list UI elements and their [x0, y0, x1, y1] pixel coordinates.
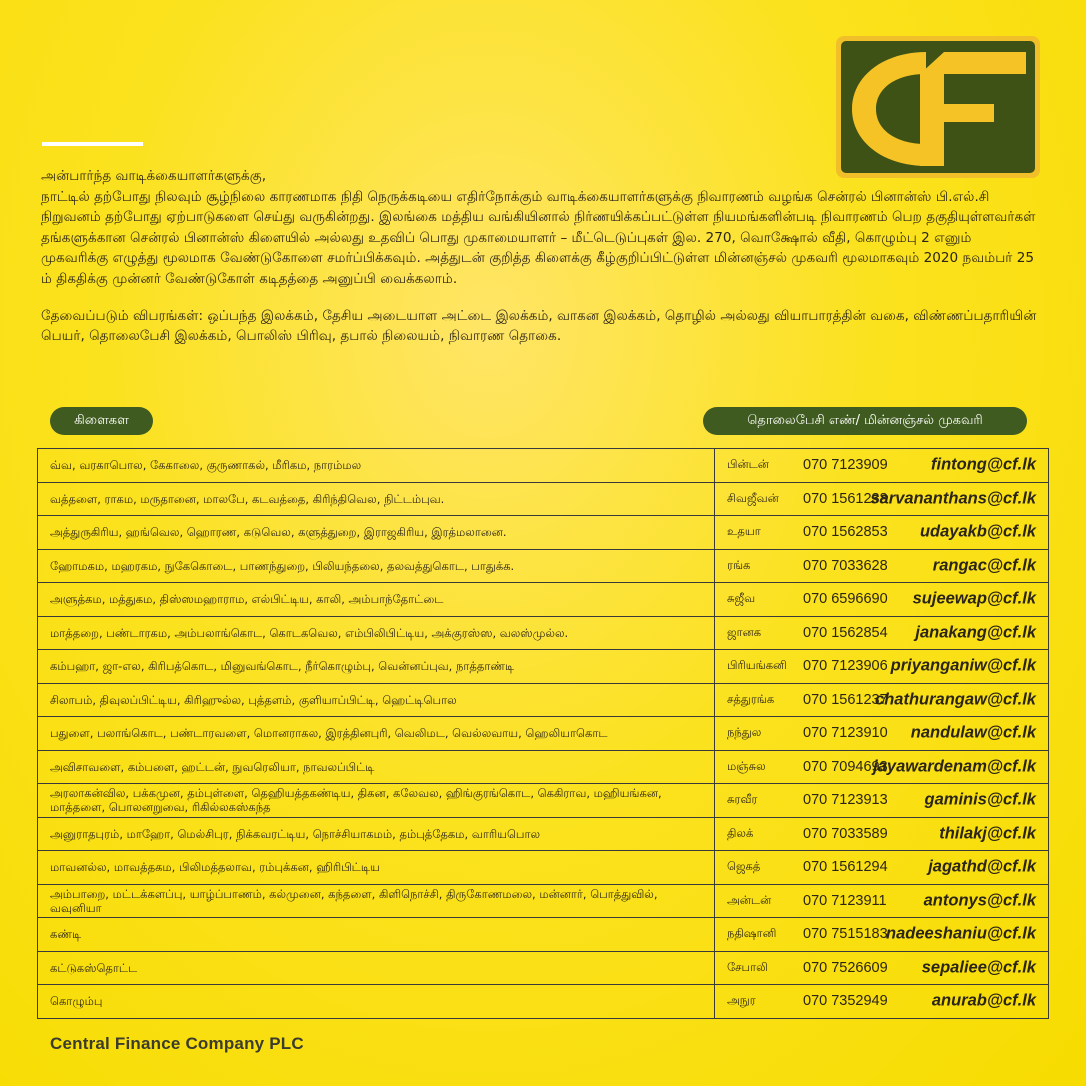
branch-areas: அளுத்கம, மத்துகம, திஸ்ஸமஹாராம, எல்பிட்டிய, காலி, அம்பாந்தோட்டை: [38, 583, 715, 617]
table-row: [38, 918, 1049, 952]
table-row: [38, 817, 1049, 851]
phone-number: 070 7094693: [803, 758, 888, 775]
branch-areas: ஹோமகம, மஹரகம, நுகேகொடை, பாணந்துறை, பிலியந்தலை, தலவத்துகொட, பாதுக்க.: [38, 549, 715, 583]
branch-areas: கொழும்பு: [38, 985, 715, 1019]
accent-line: [42, 142, 143, 146]
salutation: அன்பார்ந்த வாடிக்கையாளர்களுக்கு,: [41, 168, 267, 184]
contact-name: அநுர: [727, 993, 756, 1008]
contact-cell: [715, 951, 1049, 985]
contact-name: சேபாலி: [727, 959, 768, 974]
phone-number: 070 7123913: [803, 792, 888, 809]
email-address[interactable]: jagathd@cf.lk: [928, 857, 1036, 876]
contact-cell: [715, 884, 1049, 918]
branch-contact-table: [37, 448, 1049, 1019]
letter-body: நாட்டில் தற்போது நிலவும் சூழ்நிலை காரணமாக நிதி நெருக்கடியை எதிர்நோக்கும் வாடிக்கையாளர்களுக்கு நிவாரணம் வழங்க சென்ரல் பினான்ஸ் பி.எல்.சி நிறுவனம் தற்போது ஏற்பாடுகளை செய்து வருகின்றது. இலங்கை மத்திய வங்கியினால் நிர்ணயிக்கப்பட்டுள்ள நியமங்களின்படி நிவாரணம் பெற தகுதியுள்ளவர்கள் தங்களுக்கான சென்ரல் பினான்ஸ் கிளையில் அல்லது உதவிப் பொது முகாமையாளர் – மீட்டெடுப்புகள் இல. 270, வொக்ஷோல் வீதி, கொழும்பு 2 எனும் முகவரிக்கு எழுத்து மூலமாக வேண்டுகோளை சமர்ப்பிக்கவும். அத்துடன் குறித்த கிளைக்கு கீழ்குறிப்பிட்டுள்ள மின்னஞ்சல் முகவரி மூலமாகவும் 2020 நவம்பர் 25 ம் திகதிக்கு முன்னர் வேண்டுகோள் கடிதத்தை அனுப்பி வைக்கலாம்.: [41, 188, 1036, 287]
table-row: [38, 583, 1049, 617]
contact-cell: [715, 449, 1049, 483]
branch-areas: கண்டி: [38, 918, 715, 952]
phone-number: 070 7352949: [803, 993, 888, 1010]
table-row: [38, 784, 1049, 818]
email-address[interactable]: priyanganiw@cf.lk: [890, 656, 1036, 675]
contact-cell: [715, 851, 1049, 885]
phone-number: 070 7515183: [803, 926, 888, 943]
contact-cell: [715, 918, 1049, 952]
contact-cell: [715, 549, 1049, 583]
branch-areas: அத்துருகிரிய, ஹங்வெல, ஹொரண, கடுவெல, களுத்துறை, இராஜகிரிய, இரத்மலானை.: [38, 516, 715, 550]
contact-name: ஜானக: [727, 624, 762, 639]
requirements-text: தேவைப்படும் விபரங்கள்: ஒப்பந்த இலக்கம், தேசிய அடையாள அட்டை இலக்கம், வாகன இலக்கம், தொழில் அல்லது வியாபாரத்தின் வகை, விண்ணப்பதாரியின் பெயர், தொலைபேசி இலக்கம், பொலிஸ் பிரிவு, தபால் நிலையம், நிவாரண தொகை.: [41, 307, 1037, 345]
table-row: [38, 951, 1049, 985]
email-address[interactable]: sarvananthans@cf.lk: [870, 489, 1036, 508]
phone-number: 070 7123906: [803, 658, 888, 675]
contact-name: அன்டன்: [727, 892, 772, 907]
contact-name: மஞ்சுல: [727, 758, 766, 773]
branch-areas: பதுளை, பலாங்கொட, பண்டாரவளை, மொனராகல, இரத்தினபுரி, வெலிமட, வெல்லவாய, ஹெலியாகொட: [38, 717, 715, 751]
phone-number: 070 7526609: [803, 959, 888, 976]
branch-areas: கம்பஹா, ஜா-எல, கிரிபத்கொட, மினுவங்கொட, நீர்கொழும்பு, வென்னப்புவ, நாத்தாண்டி: [38, 650, 715, 684]
email-address[interactable]: gaminis@cf.lk: [924, 790, 1036, 809]
branch-areas: வ்வ, வரகாபொல, கேகாலை, குருணாகல், மீரிகம, நாரம்மல: [38, 449, 715, 483]
phone-number: 070 6596690: [803, 591, 888, 608]
phone-number: 070 1561237: [803, 691, 888, 708]
phone-number: 070 7123911: [803, 892, 887, 909]
contact-name: பிரியங்கனி: [727, 658, 787, 673]
contact-cell: [715, 583, 1049, 617]
email-address[interactable]: sepaliee@cf.lk: [921, 958, 1036, 977]
phone-number: 070 1561294: [803, 859, 888, 876]
contact-cell: [715, 817, 1049, 851]
contact-name: சுஜீவ: [727, 591, 756, 606]
table-row: [38, 650, 1049, 684]
branch-areas: அம்பாறை, மட்டக்களப்பு, யாழ்ப்பாணம், கல்முனை, கந்தளை, கிளிநொச்சி, திருகோணமலை, மன்னார், பொத்துவில், வவுனியா: [38, 884, 715, 918]
email-address[interactable]: nandulaw@cf.lk: [910, 723, 1036, 742]
contact-name: திலக்: [727, 825, 754, 840]
email-address[interactable]: thilakj@cf.lk: [939, 824, 1036, 843]
branches-header: கிளைகள: [50, 407, 153, 435]
contact-name: ரங்க: [727, 557, 751, 572]
contact-name: சிவஜீவன்: [727, 490, 779, 505]
email-address[interactable]: anurab@cf.lk: [931, 991, 1036, 1010]
email-address[interactable]: nadeeshaniu@cf.lk: [886, 924, 1036, 943]
table-row: [38, 851, 1049, 885]
branch-areas: சிலாபம், திவுலப்பிட்டிய, கிரிஹுல்ல, புத்தளம், குளியாப்பிட்டி, ஹெட்டிபொல: [38, 683, 715, 717]
cf-logo: [834, 34, 1042, 180]
email-address[interactable]: janakang@cf.lk: [915, 623, 1036, 642]
table-row: [38, 449, 1049, 483]
contact-name: பின்டன்: [727, 457, 769, 472]
table-row: [38, 516, 1049, 550]
contact-name: நதிஷானி: [727, 926, 777, 941]
table-row: [38, 884, 1049, 918]
contact-cell: [715, 516, 1049, 550]
phone-number: 070 7033628: [803, 557, 888, 574]
contact-cell: [715, 784, 1049, 818]
email-address[interactable]: chathurangaw@cf.lk: [875, 690, 1036, 709]
contact-cell: [715, 985, 1049, 1019]
email-address[interactable]: fintong@cf.lk: [931, 455, 1036, 474]
table-row: [38, 482, 1049, 516]
table-row: [38, 683, 1049, 717]
phone-number: 070 7123910: [803, 725, 888, 742]
contact-name: உதயா: [727, 524, 761, 539]
branch-areas: மாவனல்ல, மாவத்தகம, பிலிமத்தலாவ, ரம்புக்கன, ஹிரிபிட்டிய: [38, 851, 715, 885]
email-address[interactable]: rangac@cf.lk: [932, 556, 1036, 575]
email-address[interactable]: udayakb@cf.lk: [919, 522, 1036, 541]
table-row: [38, 616, 1049, 650]
phone-number: 070 1562854: [803, 624, 888, 641]
phone-number: 070 1562853: [803, 524, 888, 541]
branch-areas: கட்டுகஸ்தொட்ட: [38, 951, 715, 985]
letter-text: [41, 166, 1041, 347]
contact-name: நந்துல: [727, 725, 762, 740]
branch-areas: அரலாகன்வில, பக்கமுன, தம்புள்ளை, தெஹியத்தகண்டிய, திகன, கலேவல, ஹிங்குரங்கொட, கெகிராவ, மஹியங்கன, மாத்தளை, பொலனறுவை, ரிகில்லகஸ்கந்த: [38, 784, 715, 818]
phone-number: 070 7033589: [803, 825, 888, 842]
branch-areas: வத்தளை, ராகம, மருதானை, மாலபே, கடவத்தை, கிரிந்திவெல, நிட்டம்புவ.: [38, 482, 715, 516]
contact-cell: [715, 616, 1049, 650]
phone-number: 070 1561238: [803, 490, 888, 507]
email-address[interactable]: antonys@cf.lk: [923, 891, 1036, 910]
table-row: [38, 717, 1049, 751]
email-address[interactable]: sujeewap@cf.lk: [912, 589, 1036, 608]
contact-cell: [715, 683, 1049, 717]
phone-number: 070 7123909: [803, 457, 888, 474]
contact-name: சுரவீர: [727, 792, 758, 807]
company-name: Central Finance Company PLC: [50, 1034, 304, 1053]
contact-cell: [715, 750, 1049, 784]
table-row: [38, 549, 1049, 583]
branch-areas: அனுராதபுரம், மாஹோ, மெல்சிபுர, நிக்கவரட்டிய, நொச்சியாகமம், தம்புத்தேகம, வாரியபொல: [38, 817, 715, 851]
email-address[interactable]: jayawardenam@cf.lk: [873, 757, 1036, 776]
contact-name: சத்துரங்க: [727, 691, 775, 706]
table-row: [38, 750, 1049, 784]
contact-cell: [715, 650, 1049, 684]
contact-cell: [715, 717, 1049, 751]
table-row: [38, 985, 1049, 1019]
branch-areas: மாத்தறை, பண்டாரகம, அம்பலாங்கொட, கொடகவெல, எம்பிலிபிட்டிய, அக்குரஸ்ஸ, வலஸ்முல்ல.: [38, 616, 715, 650]
contact-header: தொலைபேசி எண்/ மின்னஞ்சல் முகவரி: [703, 407, 1027, 435]
contact-name: ஜெகத்: [727, 859, 761, 874]
branch-areas: அவிசாவளை, கம்பளை, ஹட்டன், நுவரெலியா, நாவலப்பிட்டி: [38, 750, 715, 784]
contact-cell: [715, 482, 1049, 516]
